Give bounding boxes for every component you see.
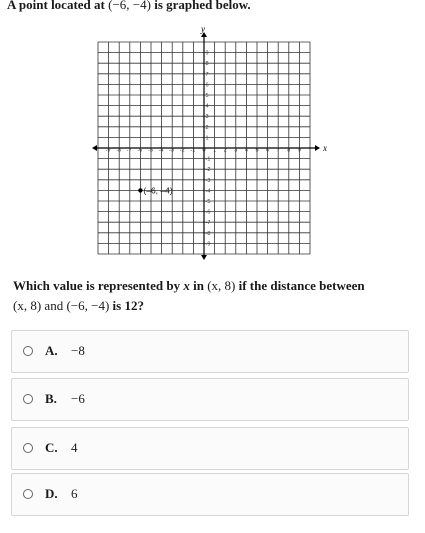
x-tick-label: -2 [179, 147, 185, 154]
choice-letter: D. [45, 486, 58, 501]
coordinate-graph [92, 24, 327, 260]
x-tick-label: -3 [169, 147, 175, 154]
y-tick-label: 7 [205, 71, 209, 78]
radio-button-icon[interactable] [23, 443, 33, 453]
y-tick-label: -9 [205, 241, 211, 248]
y-tick-label: 2 [205, 124, 209, 131]
y-tick-label: -6 [205, 209, 211, 216]
x-axis-arrow-icon [315, 145, 320, 151]
x-tick-label: -6 [137, 147, 143, 154]
y-tick-label: 8 [205, 61, 209, 68]
choice-letter: C. [45, 440, 58, 455]
x-tick-label: 2 [223, 147, 227, 154]
question-intro [7, 0, 251, 13]
x-tick-label: -1 [190, 147, 196, 154]
y-tick-label: -3 [205, 177, 211, 184]
question-line-2 [13, 296, 413, 316]
y-axis-label: y [201, 24, 205, 34]
x-tick-label: -7 [126, 147, 132, 154]
x-tick-label: 5 [255, 147, 259, 154]
point-label: (–6, –4) [143, 185, 173, 196]
point-marker [138, 188, 142, 192]
y-tick-label: 1 [205, 135, 209, 142]
question-end: is 12? [112, 298, 144, 313]
question-in: in [193, 278, 204, 293]
coordinate-plane-svg [92, 24, 327, 260]
choice-value: −6 [71, 391, 85, 406]
question-prefix: Which value is represented by [13, 278, 181, 293]
x-tick-label: 3 [234, 147, 238, 154]
radio-button-icon[interactable] [23, 489, 33, 499]
choice-d[interactable] [11, 473, 409, 516]
x-tick-label: -4 [158, 147, 164, 154]
x-tick-label: 7 [276, 147, 280, 154]
y-tick-label: -8 [205, 230, 211, 237]
x-tick-label: 0 [202, 147, 206, 154]
x-tick-label: 9 [297, 147, 301, 154]
x-tick-label: -9 [105, 147, 111, 154]
y-tick-label: -5 [205, 199, 211, 205]
question-and: and [44, 298, 64, 313]
y-tick-label: -1 [205, 156, 211, 163]
choice-letter: A. [45, 343, 58, 358]
x-tick-label: 6 [266, 147, 270, 154]
x-axis-label: x [323, 143, 327, 153]
y-tick-label: -2 [205, 167, 211, 174]
question-text [13, 276, 413, 316]
intro-suffix: is graphed below. [154, 0, 251, 12]
question-pair: (x, 8) [207, 278, 236, 293]
x-tick-label: 4 [244, 147, 248, 154]
choice-a[interactable] [11, 330, 409, 373]
x-tick-label: 8 [287, 147, 291, 154]
choice-b[interactable] [11, 378, 409, 421]
choice-c[interactable] [11, 427, 409, 470]
x-axis-arrow-left-icon [92, 145, 97, 151]
y-tick-label: -7 [205, 220, 211, 227]
radio-button-icon[interactable] [23, 346, 33, 356]
x-tick-label: 1 [213, 147, 217, 154]
intro-point: (−6, −4) [108, 0, 151, 12]
choice-value: −8 [71, 343, 85, 358]
y-tick-label: 4 [205, 103, 209, 110]
x-tick-label: -8 [116, 147, 122, 154]
choice-letter: B. [45, 391, 57, 406]
question-suffix: if the distance between [238, 278, 365, 293]
x-tick-label: -5 [148, 147, 153, 154]
choice-value: 4 [71, 440, 78, 455]
question-pair-2: (−6, −4) [66, 298, 110, 313]
y-tick-label: 9 [205, 50, 209, 57]
y-axis-arrow-down-icon [201, 255, 207, 260]
question-line-1 [13, 276, 413, 296]
y-tick-label: -4 [205, 188, 211, 195]
radio-button-icon[interactable] [23, 394, 33, 404]
y-tick-label: 6 [205, 82, 209, 89]
question-pair-1: (x, 8) [13, 298, 42, 313]
y-tick-label: 3 [205, 114, 209, 121]
question-variable: x [183, 278, 190, 293]
choice-value: 6 [71, 486, 78, 501]
intro-prefix: A point located at [7, 0, 105, 12]
y-tick-label: 5 [205, 93, 209, 99]
